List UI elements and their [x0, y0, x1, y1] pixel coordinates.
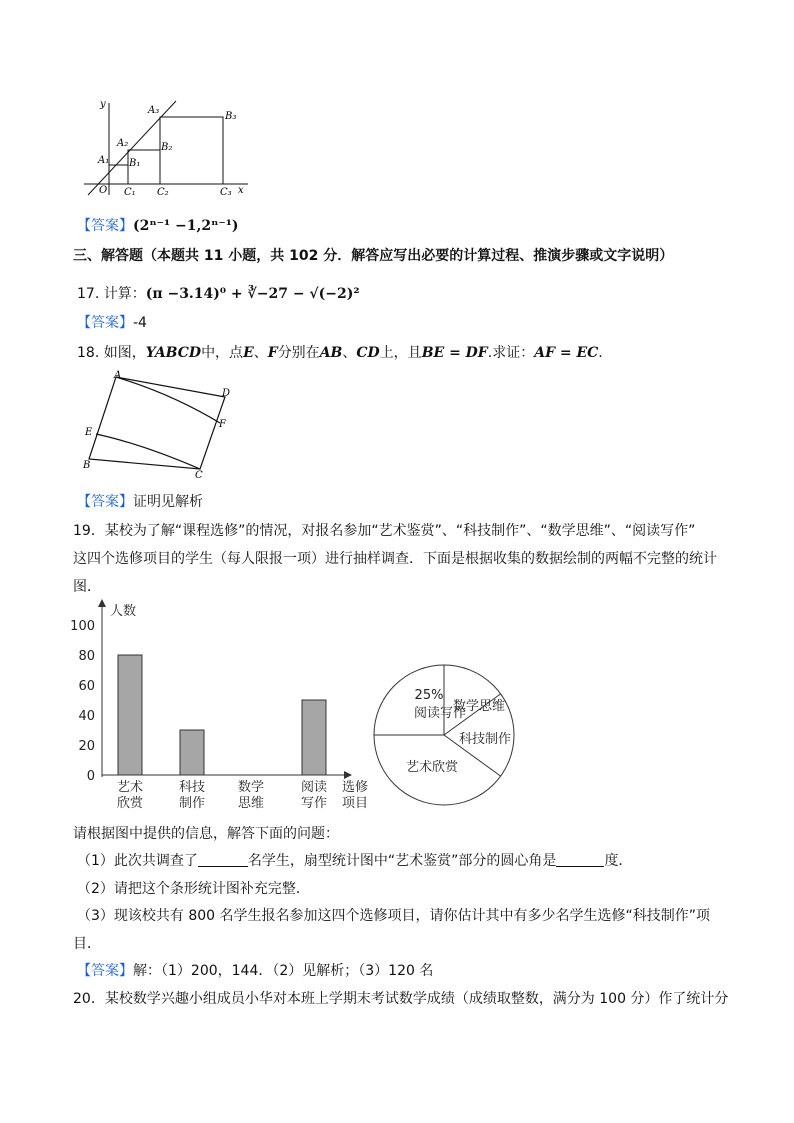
label-a2: A₂	[117, 138, 129, 149]
label-d: D	[222, 388, 231, 399]
y-tick-label: 20	[78, 739, 95, 754]
q18-sep1: 、	[253, 345, 268, 361]
q17-answer: -4	[133, 315, 147, 331]
x-tick-label: 科技	[178, 780, 206, 795]
staircase-figure	[80, 95, 255, 205]
q19-q3-line1: （3）现该校共有 800 名学生报名参加这四个选修项目，请你估计其中有多少名学生选修“科技制作”项	[77, 908, 711, 924]
label-c2: C₂	[157, 187, 169, 198]
q19-q2: （2）请把这个条形统计图补充完整．	[77, 881, 310, 897]
answer-tag: 【答案】	[77, 963, 133, 979]
q18-t5: .	[598, 345, 603, 361]
label-c: C	[195, 470, 203, 480]
label-b: B	[83, 460, 91, 471]
y-tick-label: 80	[78, 649, 95, 664]
q19-q1-b: 名学生，扇型统计图中“艺术鉴赏”部分的圆心角是	[247, 853, 557, 869]
label-b2: B₂	[161, 142, 173, 153]
q17-answer-line	[77, 312, 147, 332]
x-axis-label: 选修	[341, 780, 369, 795]
q18-sep2: 、	[342, 345, 357, 361]
label-a1: A₁	[98, 155, 110, 166]
q18-ab: AB	[319, 345, 343, 361]
label-e: E	[85, 427, 93, 438]
label-b1: B₁	[129, 158, 141, 169]
q18-e: E	[243, 345, 254, 361]
q17-expression: (π −3.14)⁰ + ∛−27 − √(−2)²	[145, 286, 360, 302]
y-axis-arrow	[98, 599, 106, 607]
q18-answer-line	[77, 491, 203, 511]
answer-tag: 【答案】	[77, 315, 133, 331]
q18-para: YABCD	[145, 345, 202, 361]
q18-f: F	[267, 345, 278, 361]
label-a: A	[114, 370, 122, 381]
q19-line1: 19．某校为了解“课程选修”的情况，对报名参加“艺术鉴赏”、“科技制作”、“数学思维”、“阅读写作”	[73, 523, 696, 539]
bar	[302, 700, 326, 775]
pie-slice-label: 艺术欣赏	[406, 760, 459, 775]
bar-chart	[62, 597, 372, 819]
pie-percent-label: 25%	[414, 688, 444, 703]
label-c1: C₁	[124, 187, 136, 198]
q19-q1-line	[77, 850, 632, 870]
parallelogram	[89, 377, 225, 469]
q17-line	[77, 283, 359, 303]
q16-answer: (2ⁿ⁻¹ −1,2ⁿ⁻¹)	[133, 218, 239, 234]
label-c3: C₃	[220, 187, 232, 198]
label-f: F	[219, 419, 226, 430]
label-b3: B₃	[225, 111, 237, 122]
q19-q1-c: 度．	[604, 853, 633, 869]
q16-answer-line	[77, 215, 239, 235]
y-tick-label: 60	[78, 679, 95, 694]
x-tick-label: 写作	[300, 796, 328, 811]
q18-conclusion: AF = EC	[534, 345, 599, 361]
q18-t3: 上，且	[379, 345, 422, 361]
pie-slice-label: 阅读写作	[414, 706, 467, 721]
label-o: O	[99, 185, 108, 196]
pie-slice-label: 数学思维	[453, 699, 506, 714]
q19-q1-a: （1）此次共调查了	[77, 853, 198, 869]
q18-cd: CD	[356, 345, 380, 361]
label-x: x	[238, 185, 244, 196]
q18-t2: 分别在	[277, 345, 320, 361]
y-axis-label: 人数	[110, 604, 137, 619]
x-tick-label: 艺术	[116, 780, 144, 795]
x-tick-label: 思维	[237, 796, 265, 811]
answer-tag: 【答案】	[77, 218, 133, 234]
answer-tag: 【答案】	[77, 494, 133, 510]
pie-chart	[372, 660, 522, 810]
y-tick-label: 40	[78, 709, 95, 724]
q18-answer: 证明见解析	[133, 494, 203, 510]
q19-prompt: 请根据图中提供的信息，解答下面的问题：	[73, 826, 339, 842]
y-tick-label: 0	[86, 769, 95, 784]
q20-line: 20．某校数学兴趣小组成员小华对本班上学期末考试数学成绩（成绩取整数，满分为 100 分）作了统计分	[73, 991, 729, 1007]
parallelogram-figure	[80, 368, 240, 480]
label-a3: A₃	[148, 105, 160, 116]
q19-answer-line	[77, 960, 433, 980]
bar	[118, 655, 142, 775]
pie-slice-label: 科技制作	[459, 732, 512, 747]
x-axis-label: 项目	[341, 796, 369, 811]
bar	[180, 730, 204, 775]
q18-condition: BE = DF	[421, 345, 488, 361]
q19-answer: 解：（1）200，144．（2）见解析；（3）120 名	[133, 963, 434, 979]
q18-line	[77, 342, 603, 362]
blank-2[interactable]	[556, 852, 604, 867]
q19-q3-line2: 目．	[73, 936, 101, 952]
section3-title: 三、解答题（本题共 11 小题，共 102 分．解答应写出必要的计算过程、推演步骤或文字说明）	[73, 248, 674, 264]
q19-line3: 图．	[73, 579, 101, 595]
q18-num: 18. 如图，	[77, 345, 146, 361]
q17-prefix: 17. 计算：	[77, 286, 146, 302]
x-tick-label: 数学	[237, 780, 265, 795]
blank-1[interactable]	[198, 852, 248, 867]
q19-line2: 这四个选修项目的学生（每人限报一项）进行抽样调查．下面是根据收集的数据绘制的两幅不完整的统计	[73, 551, 717, 567]
x-tick-label: 制作	[178, 796, 206, 811]
x-tick-label: 阅读	[300, 780, 328, 795]
q18-t4: .求证：	[487, 345, 535, 361]
y-tick-label: 100	[70, 619, 95, 634]
x-axis-arrow	[344, 771, 352, 779]
x-tick-label: 欣赏	[116, 796, 144, 811]
square-1	[109, 165, 128, 184]
q18-t1: 中，点	[201, 345, 244, 361]
segment-af	[116, 377, 220, 423]
label-y: y	[100, 99, 106, 110]
